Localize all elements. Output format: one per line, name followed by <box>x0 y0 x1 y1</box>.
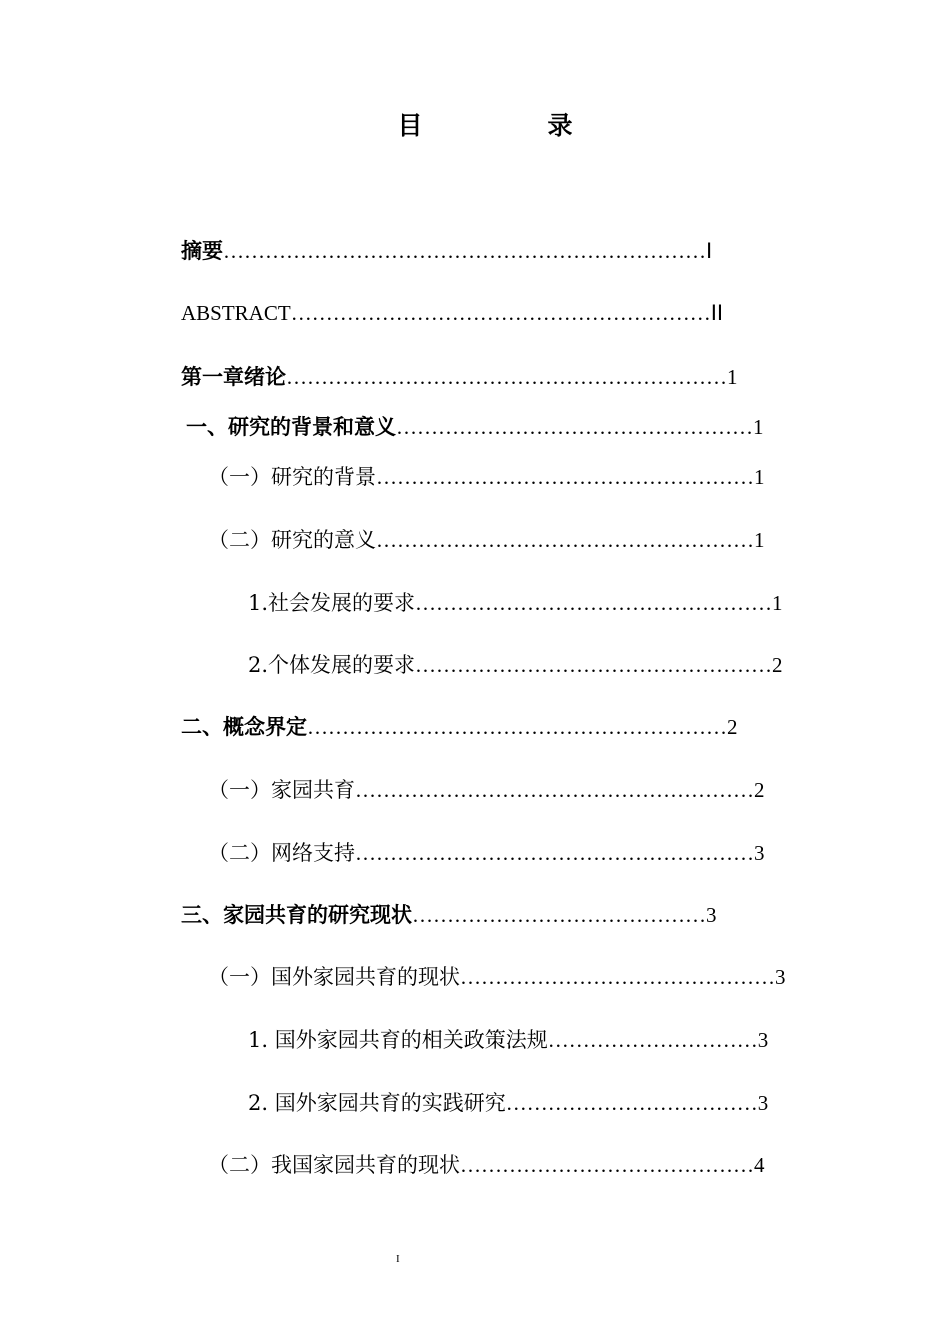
toc-page-number: 3 <box>775 965 786 989</box>
page-title: 目 录 <box>397 111 623 140</box>
toc-page-number: 2 <box>772 653 783 677</box>
toc-entry-section-2[interactable] <box>181 712 738 742</box>
toc-entry-label: （一）家园共育 <box>208 778 355 802</box>
toc-leader-dots: …………………………………………… <box>415 591 773 615</box>
toc-entry-subsection-2-2[interactable] <box>208 838 765 868</box>
toc-entry-label: （二）网络支持 <box>208 841 355 865</box>
toc-page-number: 1 <box>753 415 764 439</box>
toc-entry-item-1-2-2[interactable] <box>248 650 783 680</box>
toc-page-number: 2 <box>754 778 765 802</box>
toc-page-number: 3 <box>757 1091 769 1115</box>
toc-entry-label: 第一章绪论 <box>181 365 286 389</box>
toc-leader-dots: ………………………………………………… <box>355 841 754 865</box>
toc-entry-abstract-en[interactable] <box>181 298 723 328</box>
toc-entry-label: 摘要 <box>181 239 223 263</box>
toc-entry-label: ABSTRACT <box>181 301 291 325</box>
toc-entry-subsection-1-1[interactable] <box>208 462 765 492</box>
toc-entry-label: 一、研究的背景和意义 <box>186 415 396 439</box>
toc-entry-item-3-1-1[interactable] <box>248 1025 768 1055</box>
toc-entry-subsection-1-2[interactable] <box>208 525 765 555</box>
toc-entry-subsection-3-2[interactable] <box>208 1150 765 1180</box>
toc-leader-dots: …………………………………… <box>460 1153 754 1177</box>
toc-leader-dots: …………………………………… <box>412 903 706 927</box>
toc-page-number: 3 <box>757 1028 769 1052</box>
toc-entry-label: （二）我国家园共育的现状 <box>208 1153 460 1177</box>
toc-page-number: 1 <box>754 528 765 552</box>
toc-page-number: 2 <box>727 715 738 739</box>
toc-entry-label: 2.个体发展的要求 <box>248 653 416 677</box>
toc-leader-dots: …………………………………………………………… <box>223 239 706 263</box>
toc-page-number: Ⅰ <box>706 239 713 263</box>
toc-page-number: 4 <box>754 1153 765 1177</box>
toc-leader-dots: ………………………………………………… <box>355 778 754 802</box>
toc-entry-item-3-1-2[interactable] <box>248 1088 768 1118</box>
toc-leader-dots: ………………………… <box>547 1028 758 1052</box>
toc-entry-section-1[interactable] <box>186 412 764 442</box>
toc-page-number: 3 <box>706 903 717 927</box>
toc-leader-dots: …………………………………………………… <box>290 301 711 325</box>
toc-entry-abstract-cn[interactable] <box>181 236 712 266</box>
toc-leader-dots: ……………………………………………………… <box>286 365 727 389</box>
toc-entry-label: （一）国外家园共育的现状 <box>208 965 460 989</box>
toc-leader-dots: ……………………………………………… <box>376 528 754 552</box>
toc-leader-dots: …………………………………………… <box>415 653 773 677</box>
toc-entry-label: （二）研究的意义 <box>208 528 376 552</box>
toc-page-number: 1 <box>727 365 738 389</box>
toc-entry-subsection-2-1[interactable] <box>208 775 765 805</box>
toc-entry-section-3[interactable] <box>181 900 717 930</box>
toc-leader-dots: …………………………………………………… <box>307 715 727 739</box>
toc-page-number: 1 <box>772 591 783 615</box>
toc-entry-label: 1. 国外家园共育的相关政策法规 <box>248 1028 548 1052</box>
toc-leader-dots: ……………………………………………… <box>376 465 754 489</box>
toc-entry-item-1-2-1[interactable] <box>248 588 783 618</box>
toc-entry-subsection-3-1[interactable] <box>208 962 786 992</box>
toc-entry-label: 二、概念界定 <box>181 715 307 739</box>
toc-entry-label: 1.社会发展的要求 <box>248 591 416 615</box>
toc-entry-label: 2. 国外家园共育的实践研究 <box>248 1091 506 1115</box>
toc-page-number: 3 <box>754 841 765 865</box>
page-footer-number: I <box>396 1253 400 1265</box>
toc-leader-dots: ……………………………… <box>505 1091 758 1115</box>
toc-page-number: 1 <box>754 465 765 489</box>
toc-page-number: ⅠⅠ <box>710 301 724 325</box>
toc-entry-chapter-1[interactable] <box>181 362 738 392</box>
toc-entry-label: （一）研究的背景 <box>208 465 376 489</box>
toc-entry-label: 三、家园共育的研究现状 <box>181 903 412 927</box>
toc-leader-dots: ……………………………………… <box>460 965 775 989</box>
toc-leader-dots: …………………………………………… <box>396 415 753 439</box>
